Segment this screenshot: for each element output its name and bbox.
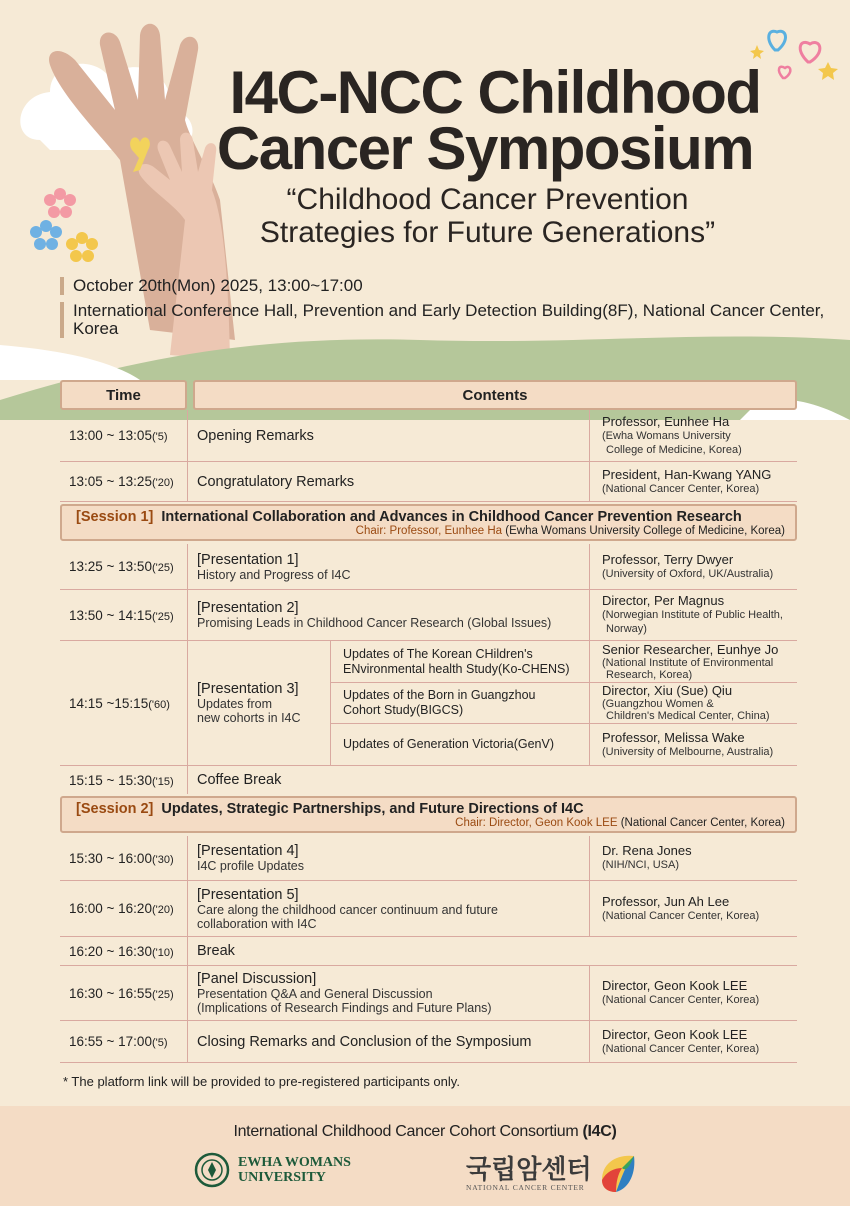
event-venue: International Conference Hall, Prevention and Early Detection Building(8F), National Cancer Center, Korea bbox=[60, 302, 850, 338]
ncc-english-name: NATIONAL CANCER CENTER bbox=[466, 1182, 585, 1192]
speaker-affiliation: (National Institute of Environmental bbox=[602, 656, 774, 669]
speaker-affiliation: (NIH/NCI, USA) bbox=[602, 859, 679, 871]
presentation-desc: History and Progress of I4C bbox=[197, 567, 351, 582]
row-title: Closing Remarks and Conclusion of the Symposium bbox=[187, 1021, 589, 1063]
speaker-affiliation: (National Cancer Center, Korea) bbox=[602, 482, 760, 495]
session-chair-affiliation: (National Cancer Center, Korea) bbox=[620, 817, 785, 829]
footer bbox=[0, 1106, 850, 1206]
duration-text: ('5) bbox=[151, 1037, 168, 1049]
schedule-table bbox=[60, 380, 797, 1063]
session-chair: Chair: Professor, Eunhee Ha bbox=[355, 525, 503, 537]
speaker-affiliation: College of Medicine, Korea) bbox=[606, 443, 742, 456]
speaker-name: Senior Researcher, Eunhye Jo bbox=[602, 641, 779, 657]
duration-text: ('5) bbox=[151, 431, 168, 443]
duration-text: ('25) bbox=[151, 610, 174, 623]
presentation-title: [Presentation 1] bbox=[197, 551, 299, 568]
speaker-affiliation: (University of Oxford, UK/Australia) bbox=[602, 567, 774, 580]
speaker-name: Director, Geon Kook LEE bbox=[602, 978, 748, 993]
white-wave bbox=[0, 345, 140, 380]
header-contents: Contents bbox=[193, 380, 797, 410]
session-1-header bbox=[60, 502, 797, 544]
time-text: 13:00 ~ 13:05 bbox=[69, 428, 152, 443]
presentation-desc: Care along the childhood cancer continuum and future bbox=[197, 902, 498, 917]
table-row bbox=[60, 590, 797, 641]
speaker-name: Professor, Eunhee Ha bbox=[602, 413, 730, 429]
duration-text: ('20) bbox=[151, 904, 174, 916]
speaker-name: President, Han-Kwang YANG bbox=[602, 466, 772, 482]
speaker-name: Professor, Jun Ah Lee bbox=[602, 893, 730, 909]
duration-text: ('25) bbox=[151, 562, 174, 574]
table-row bbox=[60, 937, 797, 966]
consortium-abbr: (I4C) bbox=[582, 1123, 617, 1140]
session-tag: [Session 2] bbox=[76, 801, 154, 817]
time-text: 13:25 ~ 13:50 bbox=[69, 559, 152, 574]
duration-text: ('30) bbox=[151, 853, 174, 866]
table-row bbox=[60, 836, 797, 881]
duration-text: ('10) bbox=[151, 946, 174, 959]
subtitle-line1: “Childhood Cancer Prevention bbox=[286, 183, 689, 216]
session-tag: [Session 1] bbox=[76, 509, 154, 525]
speaker-affiliation: Children's Medical Center, China) bbox=[606, 710, 770, 722]
table-header bbox=[60, 380, 797, 410]
session-chair: Chair: Director, Geon Kook LEE bbox=[455, 817, 618, 829]
speaker-affiliation: (National Cancer Center, Korea) bbox=[602, 1042, 760, 1055]
table-row bbox=[60, 544, 797, 590]
time-text: 15:15 ~ 15:30 bbox=[69, 772, 152, 788]
speaker-name: Director, Geon Kook LEE bbox=[602, 1026, 748, 1042]
table-row bbox=[60, 766, 797, 794]
presentation-desc: I4C profile Updates bbox=[197, 859, 305, 873]
sub-talk-title: ENvironmental health Study(Ko-CHENS) bbox=[343, 661, 570, 676]
time-text: 13:50 ~ 14:15 bbox=[69, 607, 152, 623]
speaker-name: Director, Xiu (Sue) Qiu bbox=[602, 683, 733, 698]
speaker-name: Dr. Rena Jones bbox=[602, 843, 692, 858]
session-title: Updates, Strategic Partnerships, and Future Directions of I4C bbox=[161, 801, 584, 817]
speaker-name: Professor, Terry Dwyer bbox=[602, 551, 734, 567]
table-row bbox=[60, 966, 797, 1021]
speaker-affiliation: (Guangzhou Women & bbox=[602, 698, 714, 710]
presentation-desc: new cohorts in I4C bbox=[197, 711, 301, 725]
presentation-title: [Presentation 3] bbox=[197, 681, 299, 697]
session-title: International Collaboration and Advances in Childhood Cancer Prevention Research bbox=[161, 509, 742, 525]
ncc-logo bbox=[466, 1150, 638, 1196]
time-text: 14:15 ~15:15 bbox=[69, 695, 149, 711]
row-title: Congratulatory Remarks bbox=[187, 462, 589, 502]
speaker-affiliation: (Ewha Womans University bbox=[602, 429, 731, 442]
time-text: 15:30 ~ 16:00 bbox=[69, 850, 152, 866]
speaker-affiliation: (National Cancer Center, Korea) bbox=[602, 994, 760, 1006]
presentation-desc: (Implications of Research Findings and Future Plans) bbox=[197, 1001, 492, 1015]
subtitle-line2: Strategies for Future Generations” bbox=[259, 216, 716, 249]
speaker-name: Professor, Melissa Wake bbox=[602, 729, 745, 745]
row-title: Coffee Break bbox=[187, 766, 797, 794]
presentation-title: [Presentation 4] bbox=[197, 843, 299, 859]
row-title: Break bbox=[187, 937, 797, 966]
consortium-prefix: International Childhood Cancer Cohort Consortium bbox=[233, 1123, 579, 1140]
speaker-affiliation: Research, Korea) bbox=[606, 668, 693, 681]
presentation-desc: Presentation Q&A and General Discussion bbox=[197, 987, 433, 1001]
time-text: 16:00 ~ 16:20 bbox=[69, 901, 152, 916]
ewha-logo bbox=[194, 1152, 351, 1188]
presentation-title: [Panel Discussion] bbox=[197, 971, 317, 987]
presentation-title: [Presentation 5] bbox=[197, 886, 299, 903]
speaker-affiliation: Norway) bbox=[606, 623, 647, 635]
header-time: Time bbox=[60, 380, 187, 410]
page-title-line1: I4C-NCC Childhood bbox=[229, 59, 761, 126]
footnote: * The platform link will be provided to pre-registered participants only. bbox=[63, 1074, 460, 1089]
ewha-name-line2: UNIVERSITY bbox=[238, 1170, 326, 1185]
sub-talk-title: Cohort Study(BIGCS) bbox=[343, 703, 464, 717]
presentation-desc: Promising Leads in Childhood Cancer Research (Global Issues) bbox=[197, 616, 552, 630]
time-text: 16:20 ~ 16:30 bbox=[69, 943, 152, 959]
ewha-name-line1: EWHA WOMANS bbox=[238, 1155, 351, 1170]
speaker-affiliation: (National Cancer Center, Korea) bbox=[602, 909, 760, 922]
duration-text: ('25) bbox=[151, 988, 174, 1001]
sub-talk-title: Updates of The Korean CHildren's bbox=[343, 646, 533, 661]
presentation-desc: collaboration with I4C bbox=[197, 916, 317, 931]
consortium-name bbox=[0, 1123, 850, 1141]
table-row bbox=[60, 881, 797, 937]
speaker-name: Director, Per Magnus bbox=[602, 593, 725, 608]
speaker-affiliation: (Norwegian Institute of Public Health, bbox=[602, 609, 783, 621]
session-2-header bbox=[60, 794, 797, 836]
presentation-desc: Updates from bbox=[197, 697, 273, 711]
event-date: October 20th(Mon) 2025, 13:00~17:00 bbox=[60, 277, 363, 295]
table-row bbox=[60, 1021, 797, 1063]
duration-text: ('15) bbox=[151, 775, 174, 788]
time-text: 16:55 ~ 17:00 bbox=[69, 1034, 152, 1049]
presentation-title: [Presentation 2] bbox=[197, 600, 299, 616]
time-text: 13:05 ~ 13:25 bbox=[69, 474, 152, 489]
table-row bbox=[60, 410, 797, 462]
speaker-affiliation: (University of Melbourne, Australia) bbox=[602, 745, 774, 758]
table-row bbox=[60, 462, 797, 502]
duration-text: ('20) bbox=[151, 477, 174, 489]
heart-icon-blue bbox=[769, 31, 786, 50]
table-row bbox=[60, 641, 797, 683]
session-chair-affiliation: (Ewha Womans University College of Medicine, Korea) bbox=[505, 525, 785, 537]
time-text: 16:30 ~ 16:55 bbox=[69, 985, 152, 1001]
ewha-seal-icon bbox=[194, 1152, 230, 1188]
star-icon-small bbox=[750, 45, 764, 59]
ncc-korean-name: 국립암센터 bbox=[466, 1153, 592, 1184]
ncc-emblem-icon bbox=[596, 1150, 638, 1196]
page-title-line2: Cancer Symposium bbox=[216, 115, 754, 182]
duration-text: ('60) bbox=[148, 698, 170, 711]
row-title: Opening Remarks bbox=[187, 410, 589, 462]
sub-talk-title: Updates of the Born in Guangzhou bbox=[343, 688, 536, 702]
sub-talk-title: Updates of Generation Victoria(GenV) bbox=[343, 737, 554, 751]
